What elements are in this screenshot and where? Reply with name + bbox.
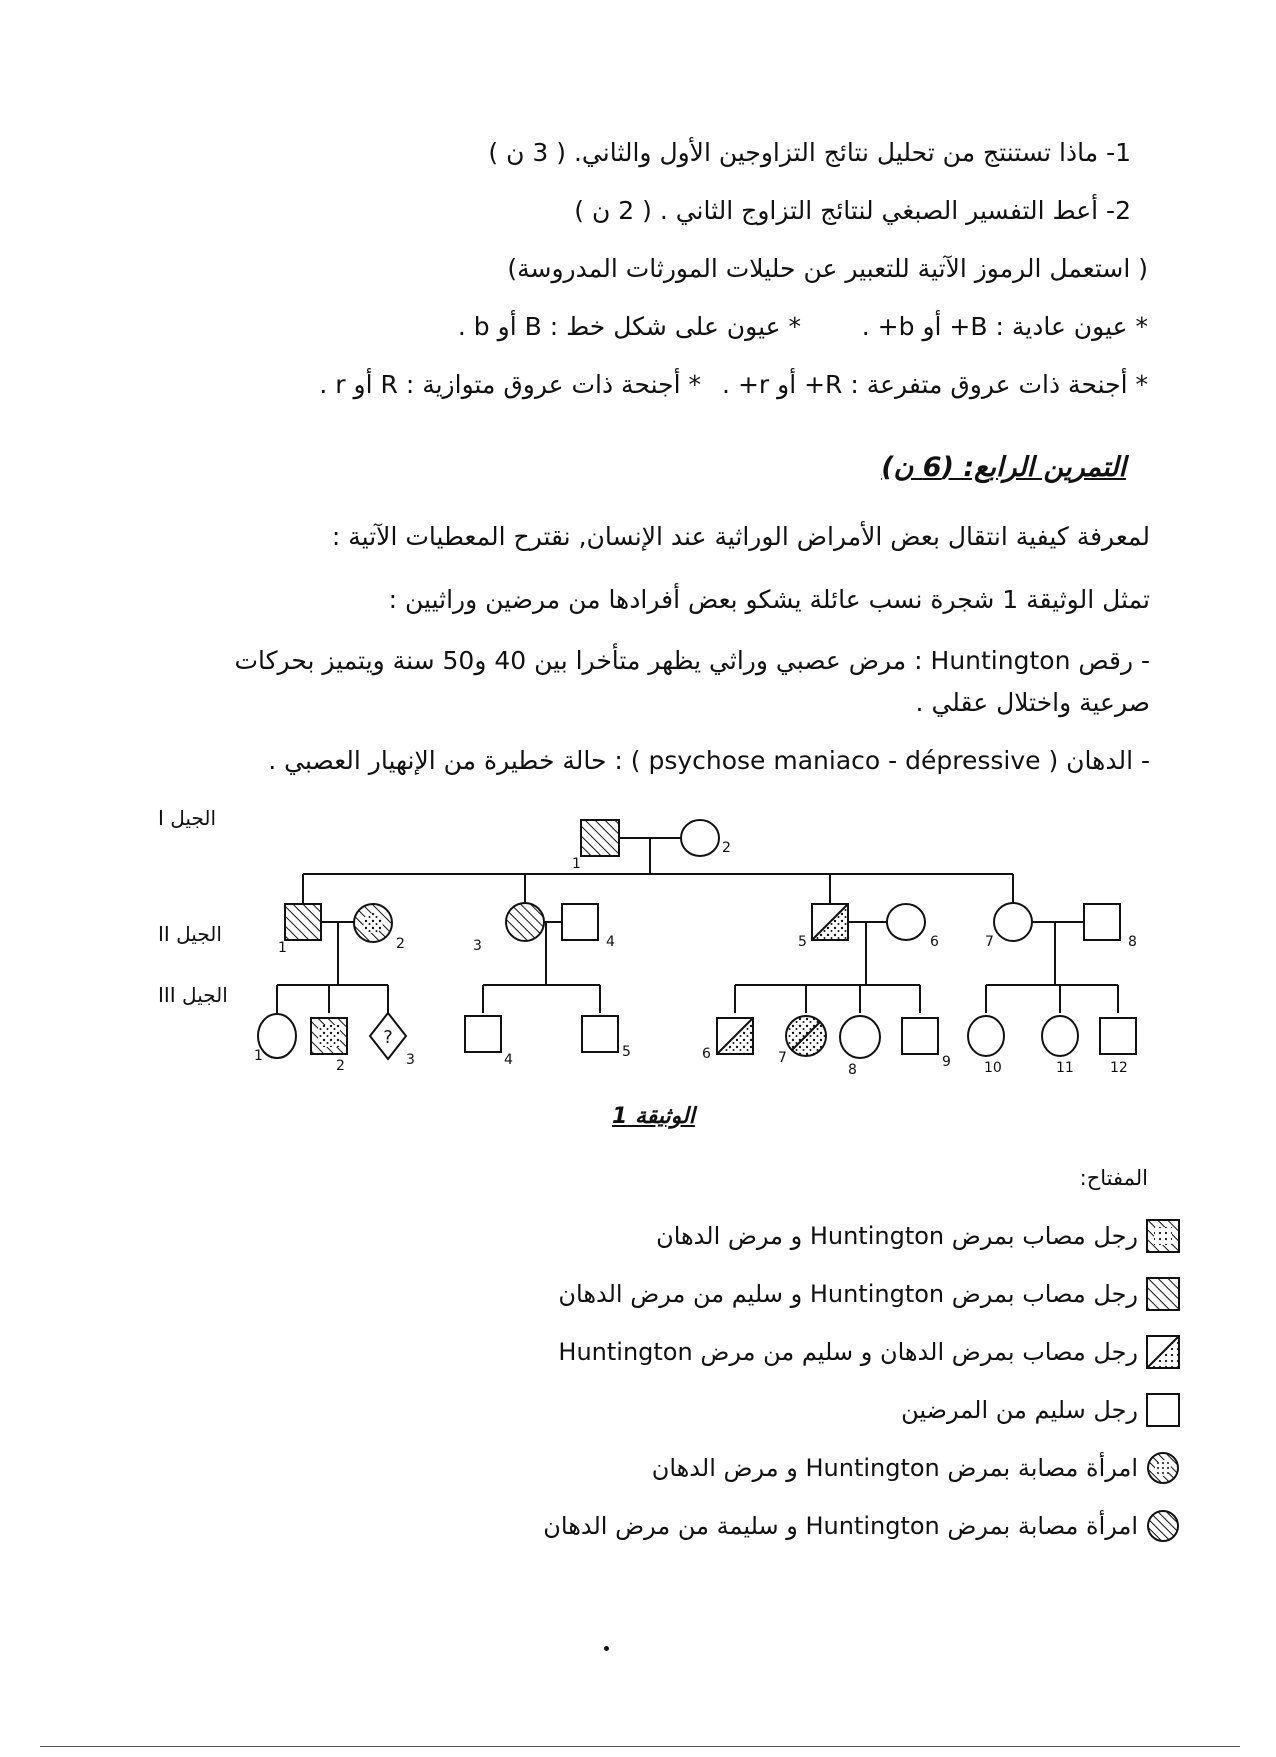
number-ii-6: 6 <box>930 934 939 950</box>
number-iii-7: 7 <box>778 1050 787 1066</box>
individual-ii-5 <box>812 904 848 940</box>
generation-label-2: الجيل II <box>158 922 222 946</box>
key-item-6 <box>543 1508 1180 1544</box>
number-ii-2: 2 <box>396 936 405 952</box>
key-item-3 <box>558 1334 1180 1370</box>
square-hatched-dotted-icon <box>1146 1219 1180 1253</box>
scan-border-line <box>40 1746 1240 1747</box>
huntington-definition-cont: صرعية واختلال عقلي . <box>915 688 1150 717</box>
circle-hatched-icon <box>1146 1509 1180 1543</box>
key-item-2 <box>558 1276 1180 1312</box>
number-ii-7: 7 <box>985 934 994 950</box>
generation-label-3: الجيل III <box>158 983 228 1007</box>
individual-iii-9 <box>902 1018 938 1054</box>
individual-iii-2 <box>311 1018 347 1054</box>
individual-iii-10 <box>968 1016 1004 1056</box>
number-iii-5: 5 <box>622 1044 631 1060</box>
number-iii-3: 3 <box>406 1052 415 1068</box>
individual-i-2 <box>681 820 719 856</box>
number-ii-4: 4 <box>606 934 615 950</box>
individual-i-1 <box>581 820 619 856</box>
scan-dot <box>604 1646 609 1651</box>
psychose-definition: - الدهان ( psychose maniaco - dépressive ) : حالة خطيرة من الإنهيار العصبي . <box>268 746 1150 775</box>
number-iii-2: 2 <box>336 1058 345 1074</box>
number-iii-10: 10 <box>984 1060 1002 1076</box>
huntington-definition: - رقص Huntington : مرض عصبي وراثي يظهر متأخرا بين 40 و50 سنة ويتميز بحركات <box>234 646 1150 675</box>
key-item-5 <box>652 1450 1180 1486</box>
key-title: المفتاح: <box>1079 1166 1148 1190</box>
individual-ii-7 <box>994 903 1032 941</box>
number-ii-5: 5 <box>798 934 807 950</box>
square-empty-icon <box>1146 1393 1180 1427</box>
number-ii-1: 1 <box>278 940 287 956</box>
individual-ii-8 <box>1084 904 1120 940</box>
pedigree-chart <box>0 800 1276 1100</box>
question-2: 2- أعط التفسير الصبغي لنتائج التزاوج الثاني . ( 2 ن ) <box>574 196 1131 225</box>
number-iii-4: 4 <box>504 1052 513 1068</box>
number-iii-9: 9 <box>942 1054 951 1070</box>
number-iii-6: 6 <box>702 1046 711 1062</box>
symbol-wings-branched: * أجنحة ذات عروق متفرعة : R+ أو r+ . <box>722 370 1148 399</box>
number-i-1: 1 <box>572 856 581 872</box>
circle-hatched-dotted-icon <box>1146 1451 1180 1485</box>
symbol-wings-parallel: * أجنحة ذات عروق متوازية : R أو r . <box>319 370 701 399</box>
document-description: تمثل الوثيقة 1 شجرة نسب عائلة يشكو بعض أفرادها من مرضين وراثيين : <box>388 585 1150 614</box>
number-iii-1: 1 <box>254 1048 263 1064</box>
individual-iii-7 <box>786 1016 826 1056</box>
exercise-intro: لمعرفة كيفية انتقال بعض الأمراض الوراثية عند الإنسان, نقترح المعطيات الآتية : <box>331 522 1150 551</box>
number-iii-11: 11 <box>1056 1060 1074 1076</box>
individual-iii-1 <box>258 1014 296 1058</box>
individual-ii-2 <box>354 904 392 942</box>
individual-ii-6 <box>887 904 925 940</box>
square-hatched-icon <box>1146 1277 1180 1311</box>
symbols-instruction: ( استعمل الرموز الآتية للتعبير عن حليلات المورثات المدروسة) <box>507 254 1148 283</box>
number-iii-8: 8 <box>848 1062 857 1078</box>
svg-text:?: ? <box>383 1027 393 1048</box>
individual-iii-4 <box>465 1016 501 1052</box>
number-i-2: 2 <box>722 840 731 856</box>
question-1: 1- ماذا تستنتج من تحليل نتائج التزاوجين الأول والثاني. ( 3 ن ) <box>488 138 1131 167</box>
individual-iii-5 <box>582 1016 618 1052</box>
number-iii-12: 12 <box>1110 1060 1128 1076</box>
document-caption: الوثيقة 1 <box>612 1104 695 1129</box>
symbol-eyes-line: * عيون على شكل خط : B أو b . <box>457 312 801 341</box>
number-ii-8: 8 <box>1128 934 1137 950</box>
key-label-5: امرأة مصابة بمرض Huntington و مرض الدهان <box>651 1454 1138 1482</box>
number-ii-3: 3 <box>473 938 482 954</box>
individual-ii-4 <box>562 904 598 940</box>
individual-iii-8 <box>840 1016 880 1058</box>
key-label-1: رجل مصاب بمرض Huntington و مرض الدهان <box>656 1222 1138 1250</box>
key-item-1 <box>656 1218 1180 1254</box>
individual-ii-3 <box>506 903 544 941</box>
key-label-4: رجل سليم من المرضين <box>901 1396 1138 1424</box>
key-label-3: رجل مصاب بمرض الدهان و سليم من مرض Huntington <box>558 1338 1138 1366</box>
individual-ii-1 <box>285 904 321 940</box>
key-label-2: رجل مصاب بمرض Huntington و سليم من مرض الدهان <box>558 1280 1138 1308</box>
key-label-6: امرأة مصابة بمرض Huntington و سليمة من مرض الدهان <box>543 1512 1138 1540</box>
individual-iii-6 <box>717 1018 753 1054</box>
generation-label-1: الجيل I <box>158 806 217 830</box>
key-item-4 <box>901 1392 1180 1428</box>
square-half-dotted-icon <box>1146 1335 1180 1369</box>
individual-iii-3 <box>370 1013 406 1059</box>
exercise-title: التمرين الرابع: (6 ن) <box>881 452 1126 483</box>
individual-iii-11 <box>1042 1016 1078 1056</box>
individual-iii-12 <box>1100 1018 1136 1054</box>
symbol-eyes-normal: * عيون عادية : B+ أو b+ . <box>861 312 1148 341</box>
